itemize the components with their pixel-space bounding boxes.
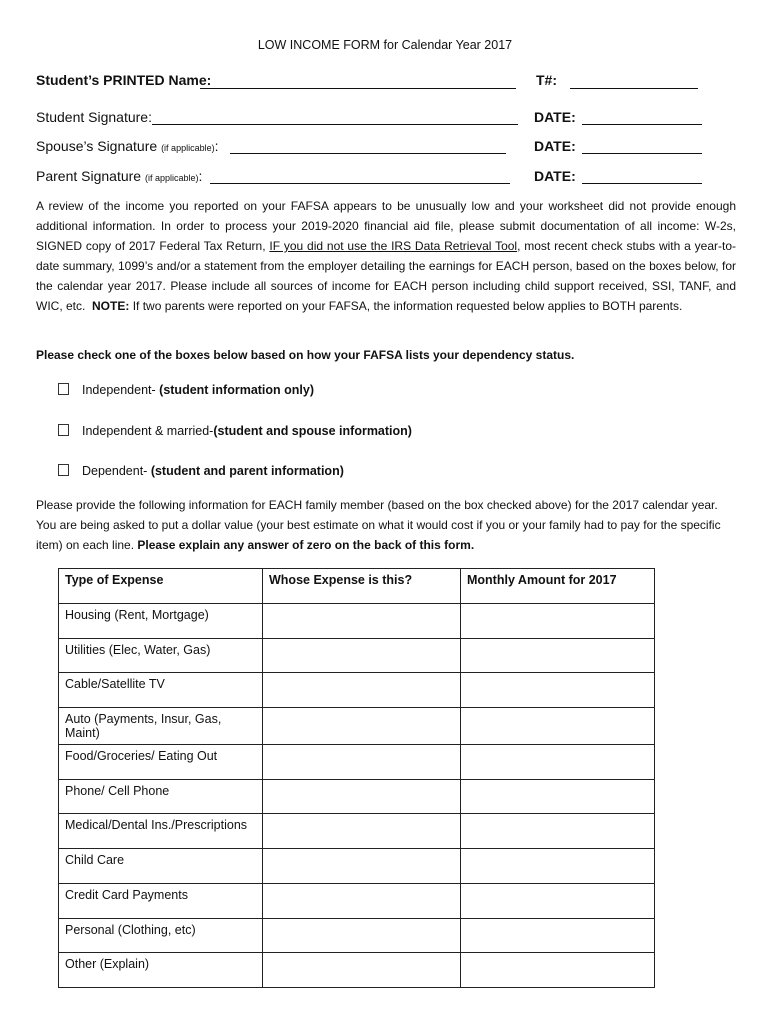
- t-number-label: T#:: [536, 72, 557, 88]
- table-row: [59, 673, 655, 708]
- student-signature-field[interactable]: [152, 124, 518, 125]
- parent-signature-label: Parent Signature (if applicable):: [36, 168, 203, 184]
- table-row: [59, 638, 655, 673]
- whose-expense-cell[interactable]: [263, 673, 461, 708]
- expense-type: Other (Explain): [59, 953, 263, 988]
- monthly-amount-cell[interactable]: [461, 673, 655, 708]
- spouse-date-label: DATE:: [534, 138, 576, 154]
- expense-type: Utilities (Elec, Water, Gas): [59, 638, 263, 673]
- expense-type: Cable/Satellite TV: [59, 673, 263, 708]
- note-text: If two parents were reported on your FAFSA, the information requested below applies to BOTH parents.: [129, 299, 683, 313]
- expense-type: Housing (Rent, Mortgage): [59, 604, 263, 639]
- header-whose-expense: Whose Expense is this?: [263, 569, 461, 604]
- expense-table: [58, 568, 655, 988]
- monthly-amount-cell[interactable]: [461, 708, 655, 745]
- page-title: LOW INCOME FORM for Calendar Year 2017: [257, 38, 513, 52]
- monthly-amount-cell[interactable]: [461, 883, 655, 918]
- monthly-amount-cell[interactable]: [461, 779, 655, 814]
- whose-expense-cell[interactable]: [263, 953, 461, 988]
- irs-drt-text: IF you did not use the IRS Data Retrieval Tool: [269, 239, 518, 253]
- table-row: [59, 849, 655, 884]
- student-date-field[interactable]: [582, 124, 702, 125]
- expense-instructions: Please provide the following information for EACH family member (based on the box checked above) for the 2017 calendar year. You are being asked to put a dollar value (your best estimate on what it would cost if you or your family had to pay for the specific item) on each line. Please explain any answer of zero on the back of this form.: [36, 498, 721, 552]
- intro-text-2: , most recent check stubs with a year-to-date summary, 1099’s and/or a statement from the employer detailing the earnings for EACH person, based on the boxes below, for the calendar year 2017. Please include all sources of income for EACH person including child support received, SSI, TANF, and WIC, etc.: [36, 239, 736, 313]
- monthly-amount-cell[interactable]: [461, 604, 655, 639]
- header-type-of-expense: Type of Expense: [59, 569, 263, 604]
- header-monthly-amount: Monthly Amount for 2017: [461, 569, 655, 604]
- whose-expense-cell[interactable]: [263, 638, 461, 673]
- table-row: [59, 779, 655, 814]
- option-independent-married[interactable]: Independent & married-(student and spouse information): [58, 424, 412, 438]
- table-row: [59, 708, 655, 745]
- table-row: [59, 918, 655, 953]
- spouse-signature-row: [36, 138, 716, 160]
- intro-paragraph: [36, 196, 736, 316]
- parent-signature-row: [36, 168, 716, 190]
- monthly-amount-cell[interactable]: [461, 745, 655, 780]
- student-signature-label: Student Signature:: [36, 109, 152, 125]
- table-row: [59, 953, 655, 988]
- expense-type: Medical/Dental Ins./Prescriptions: [59, 814, 263, 849]
- checkbox-independent[interactable]: [58, 383, 69, 395]
- expense-type: Auto (Payments, Insur, Gas, Maint): [59, 708, 263, 745]
- t-number-field[interactable]: [570, 88, 698, 89]
- checkbox-independent-married[interactable]: [58, 424, 69, 436]
- monthly-amount-cell[interactable]: [461, 918, 655, 953]
- dependency-instruction: Please check one of the boxes below based on how your FAFSA lists your dependency status.: [36, 348, 575, 362]
- whose-expense-cell[interactable]: [263, 918, 461, 953]
- table-row: [59, 604, 655, 639]
- whose-expense-cell[interactable]: [263, 883, 461, 918]
- whose-expense-cell[interactable]: [263, 849, 461, 884]
- spouse-date-field[interactable]: [582, 153, 702, 154]
- whose-expense-cell[interactable]: [263, 604, 461, 639]
- printed-name-row: [36, 72, 716, 94]
- whose-expense-cell[interactable]: [263, 745, 461, 780]
- intro-text-1: A review of the income you reported on your FAFSA appears to be unusually low and your worksheet did not provide enough additional information. In order to process your 2019-2020 financial aid file, please submit documentation of all income: W-2s, SIGNED copy of 2017 Federal Tax Return,: [36, 199, 736, 253]
- table-header-row: [59, 569, 655, 604]
- parent-signature-field[interactable]: [210, 183, 510, 184]
- note-label: NOTE:: [92, 299, 130, 313]
- table-row: [59, 814, 655, 849]
- monthly-amount-cell[interactable]: [461, 814, 655, 849]
- spouse-signature-field[interactable]: [230, 153, 506, 154]
- monthly-amount-cell[interactable]: [461, 849, 655, 884]
- expense-type: Personal (Clothing, etc): [59, 918, 263, 953]
- whose-expense-cell[interactable]: [263, 779, 461, 814]
- expense-type: Phone/ Cell Phone: [59, 779, 263, 814]
- parent-date-label: DATE:: [534, 168, 576, 184]
- student-signature-row: [36, 109, 716, 131]
- table-row: [59, 883, 655, 918]
- option-dependent[interactable]: Dependent- (student and parent information): [58, 464, 344, 478]
- monthly-amount-cell[interactable]: [461, 953, 655, 988]
- expense-type: Food/Groceries/ Eating Out: [59, 745, 263, 780]
- expense-type: Child Care: [59, 849, 263, 884]
- expense-type: Credit Card Payments: [59, 883, 263, 918]
- student-date-label: DATE:: [534, 109, 576, 125]
- monthly-amount-cell[interactable]: [461, 638, 655, 673]
- table-row: [59, 745, 655, 780]
- parent-date-field[interactable]: [582, 183, 702, 184]
- printed-name-label: Student’s PRINTED Name:: [36, 72, 212, 88]
- checkbox-dependent[interactable]: [58, 464, 69, 476]
- option-independent[interactable]: Independent- (student information only): [58, 383, 314, 397]
- whose-expense-cell[interactable]: [263, 814, 461, 849]
- printed-name-field[interactable]: [200, 88, 516, 89]
- whose-expense-cell[interactable]: [263, 708, 461, 745]
- spouse-signature-label: Spouse’s Signature (if applicable):: [36, 138, 219, 154]
